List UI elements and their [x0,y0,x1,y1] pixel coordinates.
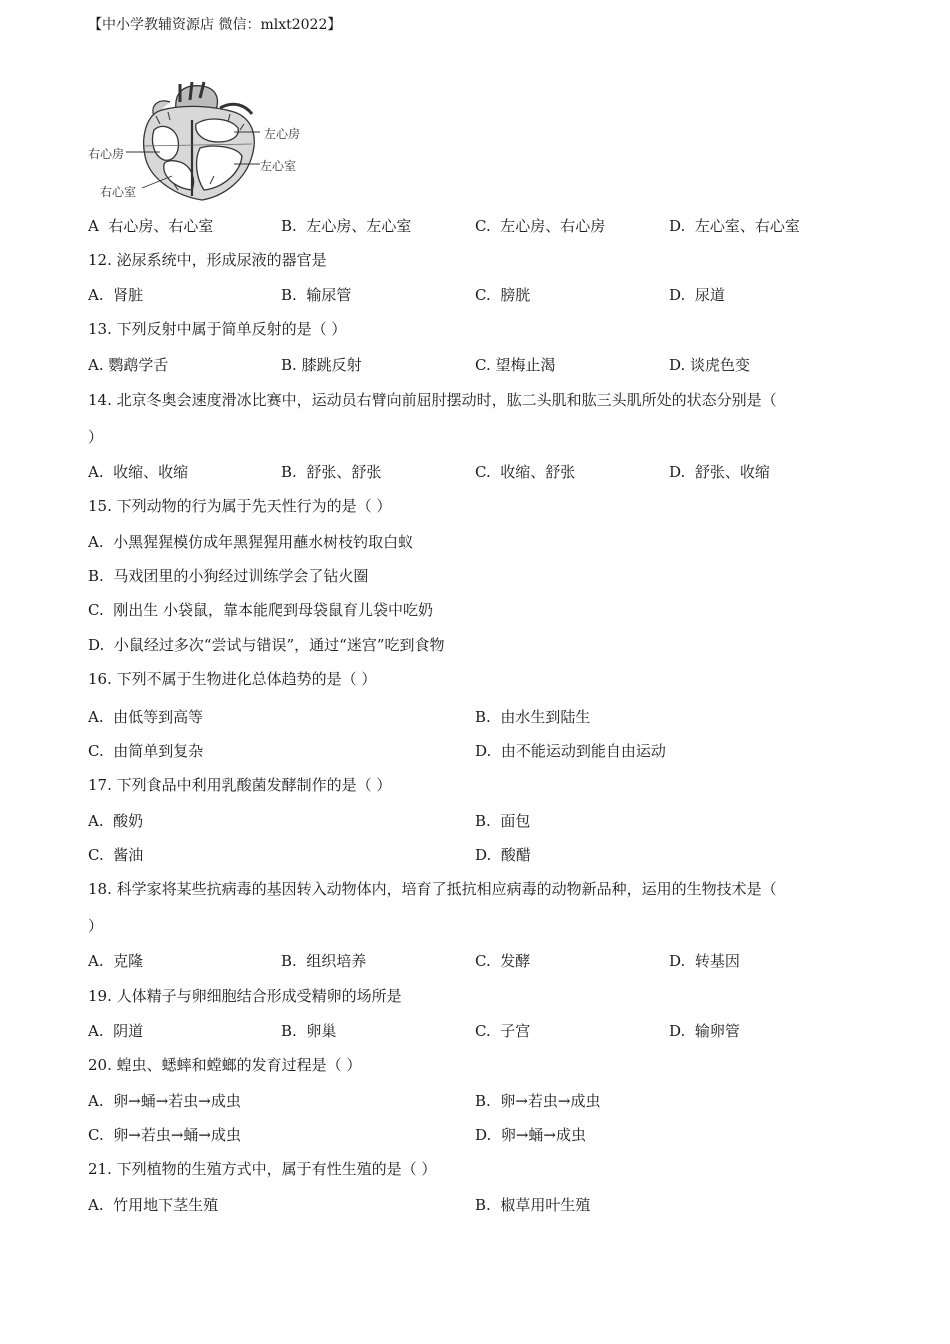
option-b[interactable] [475,1091,600,1111]
question-stem: 13. 下列反射中属于简单反射的是（ ） [88,320,347,338]
option-d[interactable] [475,1125,586,1145]
option-d[interactable] [475,845,531,865]
option-text: 克隆 [113,952,144,970]
option-b[interactable] [475,1195,590,1215]
option-text: 酸奶 [113,812,144,830]
option-d[interactable] [669,1021,740,1041]
option-text: 竹用地下茎生殖 [113,1196,219,1214]
option-b[interactable] [281,462,381,482]
option-letter: B. [281,217,297,235]
option-text: 收缩、舒张 [500,463,576,481]
option-c[interactable] [475,355,556,375]
option-d[interactable] [669,462,770,482]
option-text: 发酵 [500,952,531,970]
option-c[interactable] [88,845,143,865]
option-a[interactable] [88,1021,143,1041]
option-text: 卵巢 [306,1022,337,1040]
option-letter: B. [281,1022,297,1040]
option-text: 卵→若虫→蛹→成虫 [113,1126,241,1144]
option-letter: B. [475,1196,491,1214]
option-letter: D. [669,1022,686,1040]
option-c[interactable] [475,216,605,236]
option-text: 阴道 [113,1022,144,1040]
option-letter: C. [88,846,104,864]
option-a[interactable] [88,285,143,305]
option-letter: D. [669,463,686,481]
option-letter: B. [475,708,491,726]
option-a[interactable] [88,355,168,375]
option-letter: A. [88,1022,104,1040]
option-letter: D. [475,846,492,864]
heart-diagram [84,80,314,204]
option-b[interactable] [281,216,411,236]
question-stem: 18. 科学家将某些抗病毒的基因转入动物体内，培育了抵抗相应病毒的动物新品种，运用的生物技术是（ [88,880,777,898]
question-stem: 20. 蝗虫、蟋蟀和螳螂的发育过程是（ ） [88,1056,362,1074]
option-text: 刚出生 小袋鼠，靠本能爬到母袋鼠育儿袋中吃奶 [113,601,434,619]
option-b[interactable] [475,811,530,831]
label-left-ventricle: 左心室 [260,159,297,173]
option-a[interactable] [88,216,213,236]
option-text: 望梅止渴 [495,356,556,374]
label-right-atrium: 右心房 [88,147,125,161]
option-a[interactable] [88,532,413,552]
option-text: 马戏团里的小狗经过训练学会了钻火圈 [113,567,369,585]
question-stem-cont: ） [88,428,104,446]
option-d[interactable] [669,216,800,236]
option-letter: A. [88,533,104,551]
option-letter: C. [475,217,491,235]
option-text: 酸醋 [500,846,531,864]
option-letter: A. [88,356,104,374]
option-text: 谈虎色变 [690,356,751,374]
option-text: 肾脏 [113,286,144,304]
option-c[interactable] [475,285,530,305]
option-letter: C. [475,1022,491,1040]
option-letter: D. [669,217,686,235]
option-text: 鹦鹉学舌 [108,356,169,374]
option-text: 卵→蛹→成虫 [500,1126,586,1144]
question-stem: 21. 下列植物的生殖方式中，属于有性生殖的是（ ） [88,1160,437,1178]
option-letter: D. [669,286,686,304]
option-letter: B. [281,463,297,481]
option-b[interactable] [281,951,366,971]
option-b[interactable] [281,355,362,375]
option-letter: C. [475,463,491,481]
option-text: 输卵管 [694,1022,740,1040]
option-letter: A. [88,1092,104,1110]
option-a[interactable] [88,811,143,831]
option-letter: A. [88,463,104,481]
option-d[interactable] [669,285,725,305]
option-text: 舒张、收缩 [694,463,770,481]
option-letter: D. [475,742,492,760]
option-text: 小黑猩猩模仿成年黑猩猩用蘸水树枝钓取白蚁 [113,533,414,551]
option-d[interactable] [669,951,740,971]
option-text: 酱油 [113,846,144,864]
option-d[interactable] [88,635,445,655]
option-text: 膀胱 [500,286,531,304]
option-c[interactable] [475,951,530,971]
option-letter: D. [669,356,686,374]
option-letter: A. [88,286,104,304]
option-text: 左心房、右心房 [500,217,606,235]
option-a[interactable] [88,951,143,971]
option-letter: A. [88,952,104,970]
option-c[interactable] [475,462,575,482]
option-c[interactable] [88,1125,241,1145]
option-b[interactable] [88,566,368,586]
option-text: 面包 [500,812,531,830]
option-a[interactable] [88,707,203,727]
question-stem: 14. 北京冬奥会速度滑冰比赛中，运动员右臂向前屈肘摆动时，肱二头肌和肱三头肌所处的状态分别是（ [88,391,777,409]
option-text: 膝跳反射 [301,356,362,374]
option-b[interactable] [281,285,351,305]
option-letter: A [88,217,99,235]
question-stem: 19. 人体精子与卵细胞结合形成受精卵的场所是 [88,987,402,1005]
option-letter: C. [475,286,491,304]
option-letter: A. [88,1196,104,1214]
option-text: 舒张、舒张 [306,463,382,481]
option-text: 组织培养 [306,952,367,970]
option-letter: B. [475,1092,491,1110]
option-c[interactable] [88,741,203,761]
option-text: 右心房、右心室 [108,217,214,235]
option-letter: D. [475,1126,492,1144]
question-stem: 16. 下列不属于生物进化总体趋势的是（ ） [88,670,377,688]
option-letter: C. [475,952,491,970]
option-letter: B. [281,286,297,304]
option-b[interactable] [475,707,590,727]
option-c[interactable] [88,600,433,620]
question-stem: 12. 泌尿系统中，形成尿液的器官是 [88,251,327,269]
option-text: 卵→蛹→若虫→成虫 [113,1092,241,1110]
label-right-ventricle: 右心室 [100,185,137,199]
option-a[interactable] [88,1091,241,1111]
option-letter: C. [475,356,491,374]
option-text: 尿道 [694,286,725,304]
option-text: 由简单到复杂 [113,742,204,760]
option-letter: A. [88,812,104,830]
option-text: 小鼠经过多次“尝试与错误”，通过“迷宫”吃到食物 [113,636,445,654]
option-b[interactable] [281,1021,336,1041]
option-letter: C. [88,742,104,760]
option-letter: B. [475,812,491,830]
option-letter: B. [88,567,104,585]
option-text: 由不能运动到能自由运动 [500,742,666,760]
option-text: 左心房、左心室 [306,217,412,235]
option-text: 椒草用叶生殖 [500,1196,591,1214]
option-letter: D. [88,636,105,654]
option-letter: C. [88,601,104,619]
option-text: 子宫 [500,1022,531,1040]
question-stem-cont: ） [88,917,104,935]
option-text: 卵→若虫→成虫 [500,1092,601,1110]
option-letter: B. [281,356,297,374]
option-letter: C. [88,1126,104,1144]
option-text: 转基因 [694,952,740,970]
option-text: 收缩、收缩 [113,463,189,481]
option-text: 输尿管 [306,286,352,304]
page-header: 【中小学教辅资源店 微信：mlxt2022】 [88,17,342,33]
option-a[interactable] [88,1195,218,1215]
option-text: 由水生到陆生 [500,708,591,726]
option-letter: D. [669,952,686,970]
option-d[interactable] [475,741,666,761]
option-text: 左心室、右心室 [694,217,800,235]
question-stem: 15. 下列动物的行为属于先天性行为的是（ ） [88,497,392,515]
option-letter: B. [281,952,297,970]
option-text: 由低等到高等 [113,708,204,726]
label-left-atrium: 左心房 [264,127,301,141]
question-stem: 17. 下列食品中利用乳酸菌发酵制作的是（ ） [88,776,392,794]
option-d[interactable] [669,355,750,375]
option-a[interactable] [88,462,188,482]
option-letter: A. [88,708,104,726]
option-c[interactable] [475,1021,530,1041]
